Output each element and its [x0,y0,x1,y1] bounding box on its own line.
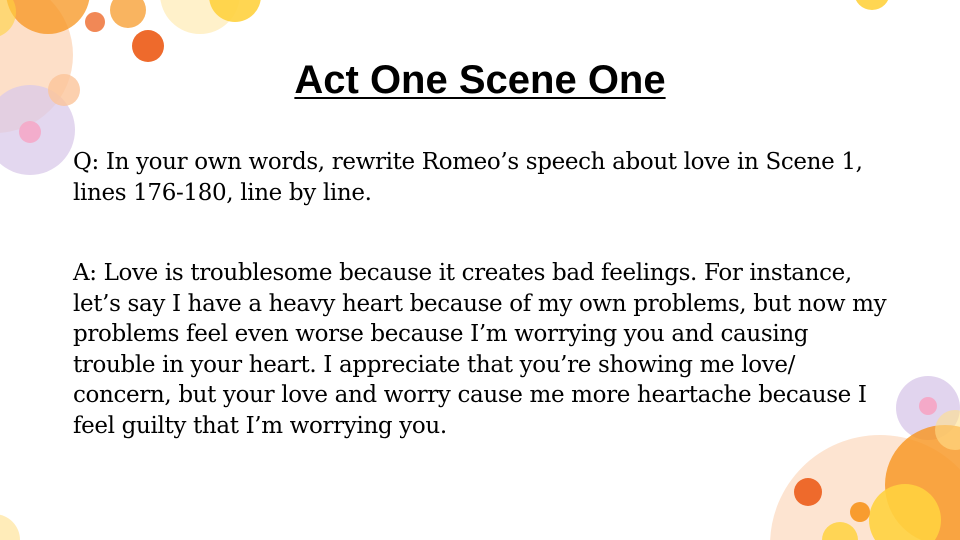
slide-title [0,56,960,104]
deco-circle [0,514,20,540]
slide-title-text: Act One Scene One [294,58,666,102]
deco-circle [85,12,105,32]
answer-text: A: Love is troublesome because it creates bad feelings. For instance, let’s say I have a heavy heart because of my own problems, but now my problems feel even worse because I’m worrying you and causing trouble in your heart. I appreciate that you’re showing me love/ concern, but your love and worry cause me more heartache because I feel guilty that I’m worrying you. [73,260,887,439]
question-text: Q: In your own words, rewrite Romeo’s speech about love in Scene 1, lines 176-180, line by line. [73,149,863,206]
deco-circle [850,502,870,522]
deco-circle [919,397,937,415]
deco-circle [854,0,890,10]
deco-circle [794,478,822,506]
deco-circle [110,0,146,28]
deco-circle [19,121,41,143]
